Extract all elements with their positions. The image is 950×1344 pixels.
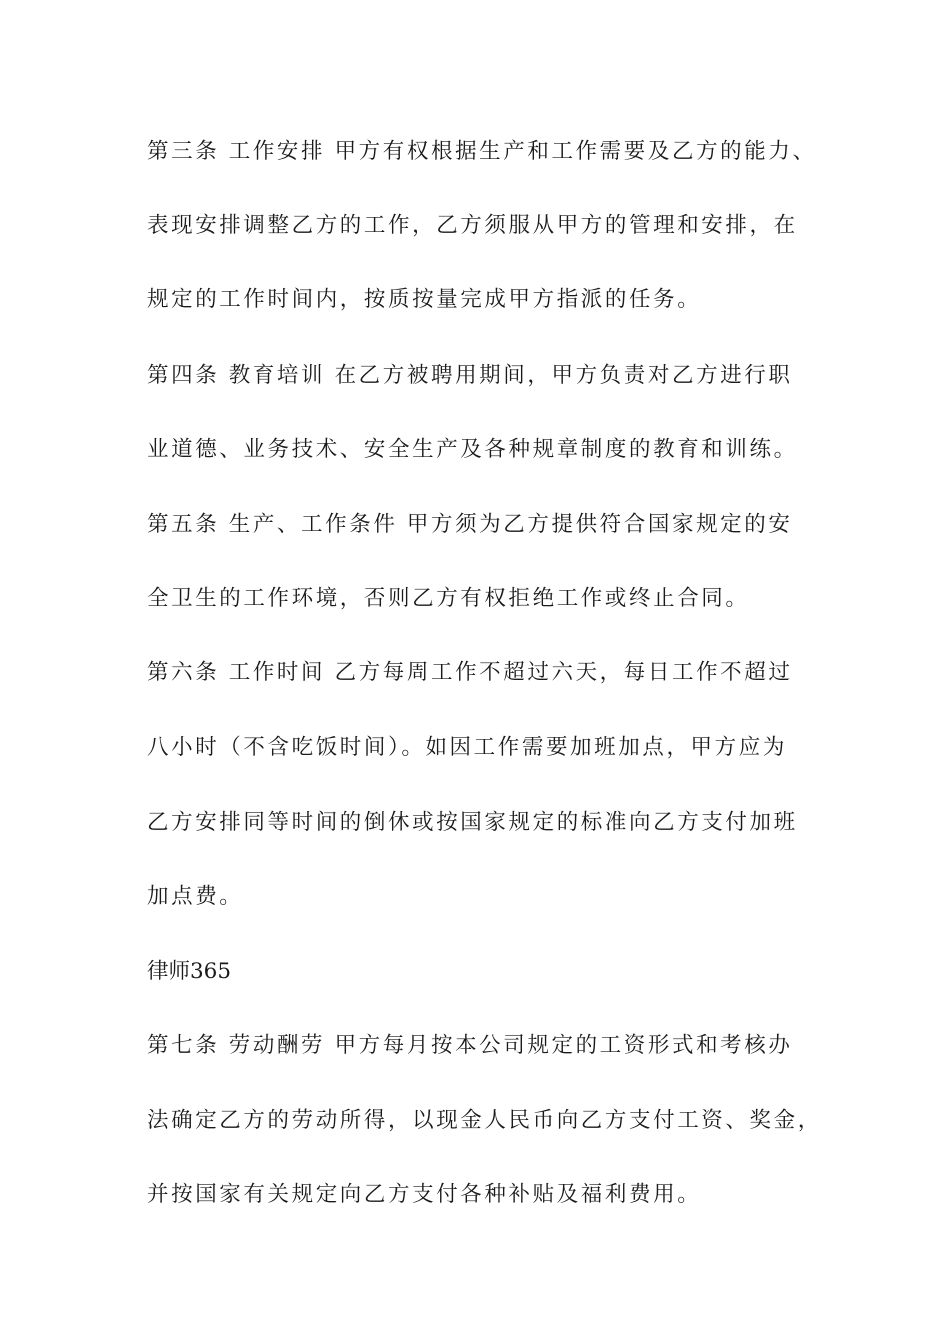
article-7-line-3: 并按国家有关规定向乙方支付各种补贴及福利费用。 xyxy=(147,1182,702,1207)
article-6-line-2: 八小时（不含吃饭时间）。如因工作需要加班加点，甲方应为 xyxy=(147,735,787,760)
article-3-line-3: 规定的工作时间内，按质按量完成甲方指派的任务。 xyxy=(147,287,702,312)
source-note: 律师365 xyxy=(147,959,232,984)
article-6-line-4: 加点费。 xyxy=(147,884,244,909)
article-4-line-2: 业道德、业务技术、安全生产及各种规章制度的教育和训练。 xyxy=(147,437,798,462)
article-5-line-1: 第五条 生产、工作条件 甲方须为乙方提供符合国家规定的安 xyxy=(147,512,793,537)
article-6-line-1: 第六条 工作时间 乙方每周工作不超过六天，每日工作不超过 xyxy=(147,660,793,685)
article-3-line-2: 表现安排调整乙方的工作，乙方须服从甲方的管理和安排，在 xyxy=(147,213,798,238)
article-7-line-1: 第七条 劳动酬劳 甲方每月按本公司规定的工资形式和考核办 xyxy=(147,1033,793,1058)
article-3-line-1: 第三条 工作安排 甲方有权根据生产和工作需要及乙方的能力、 xyxy=(147,139,817,164)
article-4-line-1: 第四条 教育培训 在乙方被聘用期间，甲方负责对乙方进行职 xyxy=(147,363,793,388)
article-6-line-3: 乙方安排同等时间的倒休或按国家规定的标准向乙方支付加班 xyxy=(147,810,798,835)
article-7-line-2: 法确定乙方的劳动所得，以现金人民币向乙方支付工资、奖金， xyxy=(147,1108,822,1133)
article-5-line-2: 全卫生的工作环境，否则乙方有权拒绝工作或终止合同。 xyxy=(147,586,750,611)
